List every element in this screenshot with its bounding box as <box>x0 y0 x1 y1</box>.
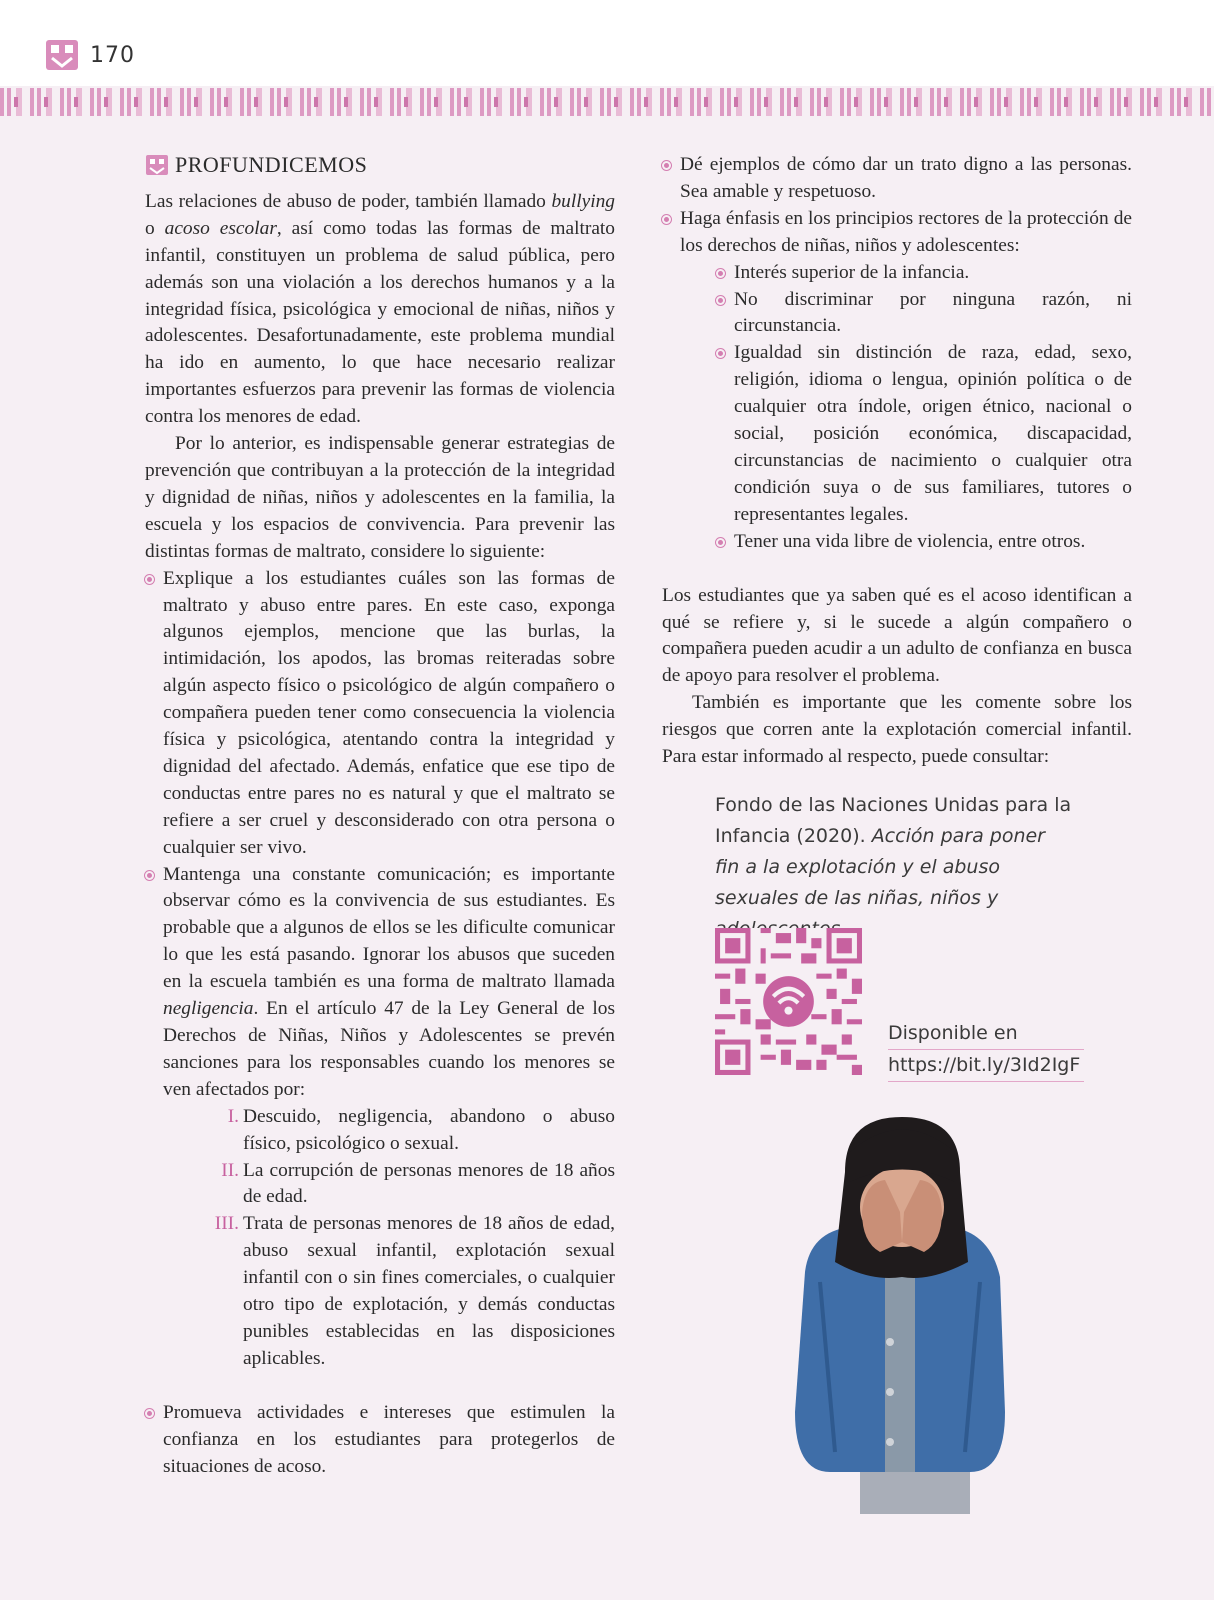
bullet-explique: Explique a los estudiantes cuáles son las formas de maltrato y abuso entre pares. En este caso, exponga algunos ejemplos, mencione que las burlas, la intimidación, los apodos, las bromas reiteradas sobre algún aspecto físico o psicológico de algún compañero o compañera pueden tener como consecuencia la violencia física y psicológica, atentando contra la integridad y dignidad del afectado. Además, enfatice que ese tipo de conductas entre pares no es natural y que el maltrato se refiere a ser cruel y desconsiderado con otra persona o cualquier ser vivo. <box>145 566 615 862</box>
roman-numeral: I. <box>227 1105 239 1127</box>
exploitation-paragraph: También es importante que les comente sobre los riesgos que corren ante la explotación comercial infantil. Para estar informado al respecto, puede consultar: <box>662 692 1132 768</box>
reference-citation <box>715 790 1075 945</box>
availability-label: Disponible en <box>888 1018 1084 1050</box>
child-covering-face-photo <box>790 1112 1010 1514</box>
bullet-principios <box>662 206 1132 556</box>
term-negligencia: negligencia <box>163 998 254 1020</box>
page-number-block <box>44 38 135 72</box>
intro-text-1: Las relaciones de abuso de poder, también llamado <box>145 190 552 212</box>
decorative-frieze <box>0 88 1214 116</box>
term-bullying: bullying <box>551 190 615 212</box>
bullet-mantenga-text-2: . En el artículo 47 de la Ley General de los Derechos de Niñas, Niños y Adolescentes se prevén sanciones para los responsables cuando los menores se ven afectados por: <box>163 998 615 1100</box>
bullet-mantenga <box>145 862 615 1373</box>
page-number: 170 <box>90 42 135 68</box>
principle-item: Tener una vida libre de violencia, entre otros. <box>716 529 1132 556</box>
section-glyph-icon <box>145 154 169 176</box>
availability-block <box>888 1018 1084 1082</box>
bullet-principios-text: Haga énfasis en los principios rectores de la protección de los derechos de niñas, niños y adolescentes: <box>680 207 1132 256</box>
term-acoso-escolar: acoso escolar <box>164 217 277 239</box>
reference-author: Fondo de las Naciones Unidas para la Infancia (2020). <box>715 794 1072 847</box>
spacer <box>662 556 1132 583</box>
roman-list <box>163 1104 615 1373</box>
principle-item: No discriminar por ninguna razón, ni circunstancia. <box>716 287 1132 341</box>
roman-numeral: II. <box>221 1159 239 1181</box>
roman-numeral: III. <box>214 1213 239 1235</box>
page-header <box>0 0 1214 86</box>
intro-paragraph <box>145 189 615 431</box>
left-bullet-list-2 <box>145 1400 615 1481</box>
left-column <box>145 152 615 1481</box>
left-bullet-list <box>145 566 615 1373</box>
glyph-ornament-icon <box>44 38 80 72</box>
intro-text-3: , así como todas las formas de maltrato infantil, constituyen un problema de salud pública, pero además son una violación a los derechos humanos y a la integridad física, psicológica y emocional de niñas, niños y adolescentes. Desafortunadamente, este problema mundial ha ido en aumento, lo que hace necesario realizar importantes esfuerzos para prevenir las formas de violencia contra los menores de edad. <box>145 217 616 428</box>
qr-code[interactable] <box>715 928 862 1075</box>
students-paragraph: Los estudiantes que ya saben qué es el acoso identifican a qué se refiere y, si le sucede a algún compañero o compañera pueden acudir a un adulto de confianza en busca de apoyo para resolver el problema. <box>662 584 1132 687</box>
bullet-trato-digno: Dé ejemplos de cómo dar un trato digno a las personas. Sea amable y respetuoso. <box>662 152 1132 206</box>
spacer <box>145 1373 615 1400</box>
roman-text: Trata de personas menores de 18 años de edad, abuso sexual infantil, explotación sexual infantil con o sin fines comerciales, o cualquier otro tipo de explotación, y demás conductas punibles establecidas en las disposiciones aplicables. <box>243 1213 615 1369</box>
roman-text: Descuido, negligencia, abandono o abuso físico, psicológico o sexual. <box>243 1105 615 1154</box>
availability-url[interactable]: https://bit.ly/3Id2IgF <box>888 1050 1084 1082</box>
reference-title: Acción para poner fin a la explotación y el abuso sexuales de las niñas, niños y <box>715 825 1045 909</box>
bullet-mantenga-text-1: Mantenga una constante comunicación; es importante observar cómo es la convivencia de sus estudiantes. Es probable que a algunos de ellos se les dificulte comunicar lo que les está pasando. Ignorar los abusos que suceden en la escuela también es una forma de maltrato llamada <box>163 863 615 993</box>
section-title: PROFUNDICEMOS <box>175 152 368 177</box>
section-heading <box>145 152 615 179</box>
principle-item: Igualdad sin distinción de raza, edad, sexo, religión, idioma o lengua, opinión política o de cualquier otra índole, origen étnico, nacional o social, posición económica, discapacidad, circunstancias de nacimiento o cualquier otra condición suya o de sus familiares, tutores o representantes legales. <box>716 340 1132 528</box>
roman-item <box>213 1158 615 1212</box>
roman-text: La corrupción de personas menores de 18 años de edad. <box>243 1159 615 1208</box>
principles-list <box>680 260 1132 556</box>
bullet-promueva: Promueva actividades e intereses que estimulen la confianza en los estudiantes para protegerlos de situaciones de acoso. <box>145 1400 615 1481</box>
right-column <box>662 152 1132 771</box>
right-bullet-list <box>662 152 1132 556</box>
prevention-paragraph: Por lo anterior, es indispensable generar estrategias de prevención que contribuyan a la protección de la integridad y dignidad de niñas, niños y adolescentes en la familia, la escuela y los espacios de convivencia. Para prevenir las distintas formas de maltrato, considere lo siguiente: <box>145 433 615 562</box>
roman-item <box>213 1104 615 1158</box>
intro-text-2: o <box>145 217 165 239</box>
roman-item <box>213 1211 615 1372</box>
principle-item: Interés superior de la infancia. <box>716 260 1132 287</box>
